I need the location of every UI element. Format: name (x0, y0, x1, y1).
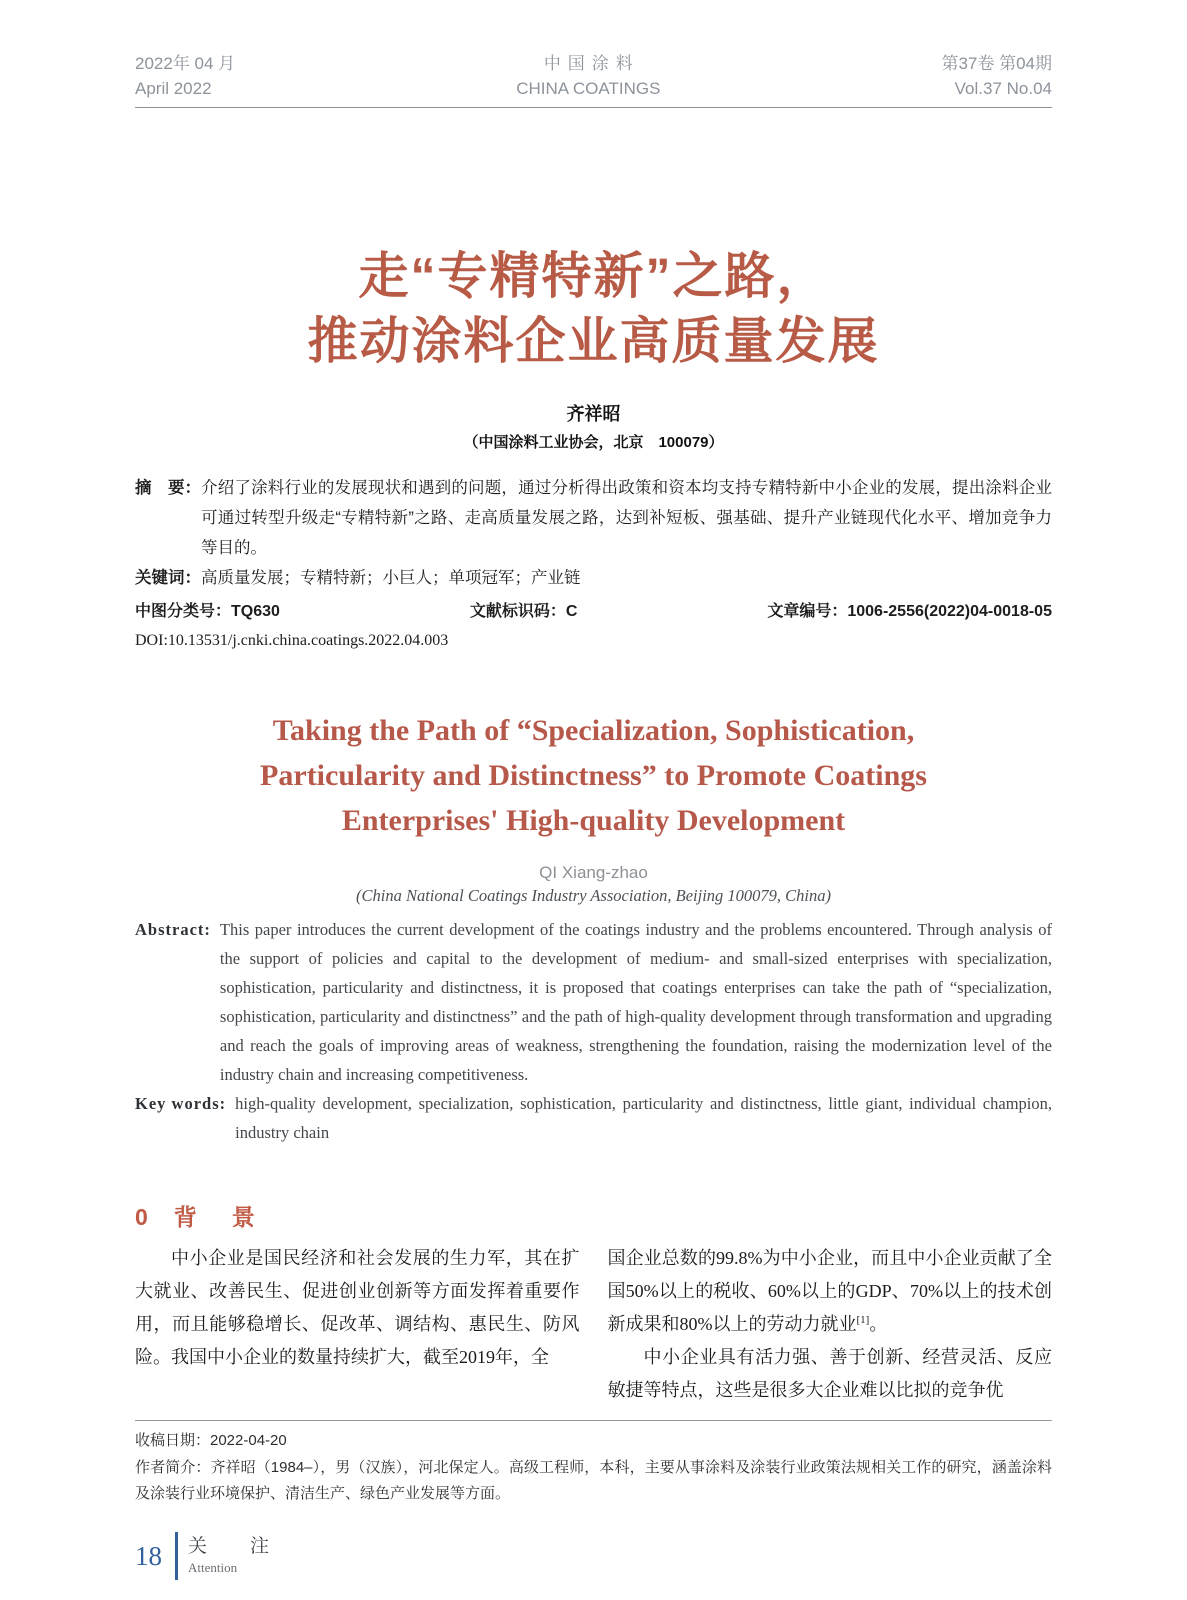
classification-row (135, 598, 1052, 625)
header-date-cn: 2022年 04 月 (135, 54, 236, 73)
journal-name-cn: 中国涂料 (543, 54, 640, 73)
body-paragraph: 中小企业具有活力强、善于创新、经营灵活、反应敏捷等特点，这些是很多大企业难以比拟的竞争优 (607, 1347, 1052, 1401)
author-name-cn: 齐祥昭 (566, 404, 621, 425)
abstract-en-label: Abstract: (135, 920, 211, 940)
footnote-block (135, 1420, 1052, 1507)
author-bio: 作者简介：齐祥昭（1984–），男（汉族），河北保定人。高级工程师，本科，主要从事涂料及涂装行业政策法规相关工作的研究，涵盖涂料及涂装行业环境保护、清洁生产、绿色产业发展等方面。 (135, 1458, 1052, 1502)
page-number: 18 (135, 1540, 162, 1571)
article-title-cn (135, 244, 1052, 374)
body-paragraph-text: 。 (869, 1314, 888, 1335)
header-date-en: April 2022 (135, 78, 212, 98)
author-name-en: QI Xiang-zhao (539, 863, 648, 883)
article-title-en (135, 708, 1052, 843)
header-volume-issue (941, 52, 1052, 101)
received-date: 收稿日期：2022-04-20 (135, 1432, 287, 1450)
journal-header (135, 52, 1052, 108)
abstract-en-text: This paper introduces the current development of the coatings industry and the problems encountered. Through analysis of the support of policies and capital to the development of medium- and small-sized enterprises with specialization, sophistication, particularity and distinctness, it is proposed that coatings enterprises can take the path of “specialization, sophistication, particularity and distinctness” and the path of high-quality development through transformation and upgrading and reach the goals of improving areas of weakness, strengthening the foundation, raising the modernization level of the industry chain and increasing competitiveness. (219, 920, 1052, 1085)
keywords-en-text: high-quality development, specialization, sophistication, particularity and distinctness, little giant, individual champion, industry chain (235, 1094, 1052, 1143)
journal-name-en: CHINA COATINGS (516, 78, 661, 98)
doi: DOI:10.13531/j.cnki.china.coatings.2022.04.003 (135, 632, 449, 650)
affiliation-en: (China National Coatings Industry Association, Beijing 100079, China) (356, 886, 831, 906)
body-column-left (135, 1242, 580, 1407)
affiliation-cn: （中国涂料工业协会，北京 100079） (463, 434, 724, 452)
article-title-en-line3: Enterprises' High-quality Development (341, 804, 846, 838)
body-paragraph: 中小企业是国民经济和社会发展的生力军，其在扩大就业、改善民生、促进创业创新等方面发挥着重要作用，而且能够稳增长、促改革、调结构、惠民生、防风险。我国中小企业的数量持续扩大，截至2019年，全 (135, 1248, 580, 1368)
article-title-cn-line1: 走“专精特新”之路， (358, 248, 829, 305)
keywords-en-label: Key words: (135, 1094, 227, 1114)
keywords-cn (135, 564, 1052, 594)
article-title-en-line1: Taking the Path of “Specialization, Sophistication, (272, 714, 915, 748)
clc-number: 中图分类号：TQ630 (135, 603, 280, 621)
keywords-cn-label: 关键词： (135, 569, 201, 588)
citation-ref: [1] (856, 1314, 870, 1327)
abstract-cn (135, 474, 1052, 563)
article-id: 文章编号：1006-2556(2022)04-0018-05 (767, 603, 1052, 621)
header-journal-name (516, 52, 660, 101)
document-code: 文献标识码：C (469, 603, 578, 621)
article-title-cn-line2: 推动涂料企业高质量发展 (307, 313, 880, 370)
keywords-en (135, 1089, 1052, 1147)
body-paragraph-text: 国企业总数的99.8%为中小企业，而且中小企业贡献了全国50%以上的税收、60%以上的GDP、70%以上的技术创新成果和80%以上的劳动力就业 (607, 1248, 1052, 1335)
article-title-en-line2: Particularity and Distinctness” to Promote Coatings (260, 759, 927, 793)
body-text-columns (135, 1242, 1052, 1407)
section-heading-background (135, 1203, 1052, 1233)
keywords-cn-text: 高质量发展；专精特新；小巨人；单项冠军；产业链 (201, 569, 581, 588)
volume-issue-en: Vol.37 No.04 (954, 78, 1052, 98)
abstract-cn-label: 摘 要： (135, 479, 201, 498)
abstract-cn-text: 介绍了涂料行业的发展现状和遇到的问题，通过分析得出政策和资本均支持专精特新中小企业的发展，提出涂料企业可通过转型升级走“专精特新”之路、走高质量发展之路，达到补短板、强基础、提升产业链现代化水平、增加竞争力等目的。 (201, 479, 1052, 557)
footer-column-name (188, 1536, 281, 1576)
section-number: 0 (135, 1204, 148, 1231)
footer-column-cn: 关 注 (188, 1536, 282, 1558)
header-date (135, 52, 235, 101)
body-paragraph (608, 1242, 1053, 1341)
footer-divider-bar (175, 1532, 178, 1580)
volume-issue-cn: 第37卷 第04期 (941, 54, 1052, 73)
abstract-en (135, 915, 1052, 1089)
section-title: 背 景 (173, 1204, 261, 1231)
body-column-right (608, 1242, 1053, 1407)
footer-column-en: Attention (188, 1560, 238, 1575)
page-footer (135, 1532, 1052, 1580)
